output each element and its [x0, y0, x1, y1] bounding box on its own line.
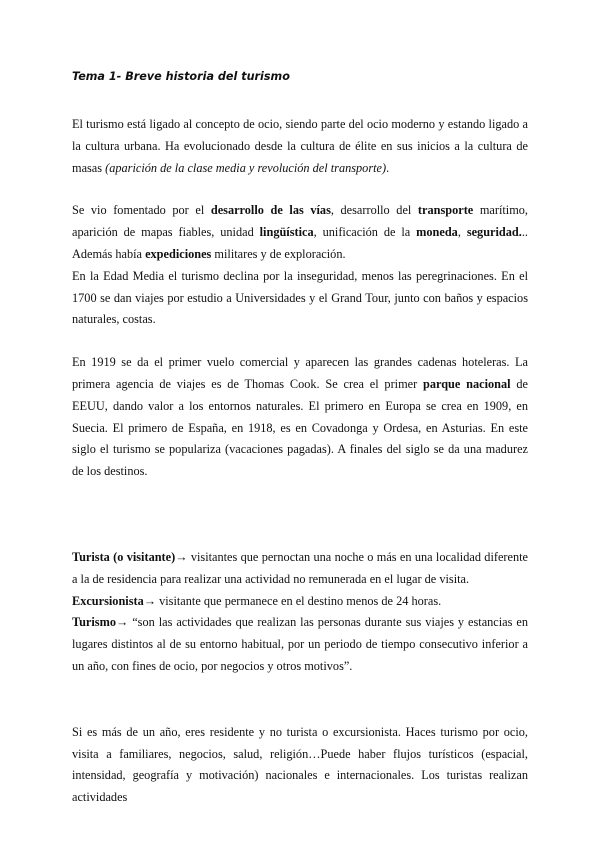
century-bold: parque nacional — [423, 376, 511, 391]
definition-text: visitantes que pernoctan una noche o más en una localidad diferente a la de residencia para realizar una actividad no remunerada en el lugar de visita. — [72, 549, 528, 586]
paragraph-factors — [72, 200, 528, 265]
factors-text: .. Además había — [72, 225, 528, 261]
factors-bold: lingüística — [259, 225, 314, 240]
intro-italic: (aparición de la clase media y revolución del transporte) — [105, 160, 387, 175]
century-text: En 1919 se da el primer vuelo comercial y aparecen las grandes cadenas hoteleras. La primera agencia de viajes es de Thomas Cook. Se crea el primer — [72, 355, 528, 391]
factors-text: , — [457, 225, 467, 240]
arrow-icon: → — [115, 615, 129, 630]
factors-text: militares y de exploración. — [211, 246, 346, 261]
page-title: Tema 1- Breve historia del turismo — [72, 70, 290, 83]
intro-end: . — [386, 160, 390, 175]
factors-bold: seguridad. — [466, 225, 522, 240]
document-page — [72, 70, 528, 809]
definition-text: visitante que permanece en el destino menos de 24 horas. — [156, 593, 442, 608]
arrow-icon: → — [143, 593, 157, 608]
factors-text: Se vio fomentado por el — [72, 203, 211, 218]
definition-excursionista — [72, 591, 528, 613]
factors-text: , desarrollo del — [330, 203, 418, 218]
paragraph-intro — [72, 114, 528, 179]
factors-bold: expediciones — [145, 246, 212, 261]
factors-bold: desarrollo de las vías — [210, 203, 331, 218]
factors-bold: transporte — [417, 203, 474, 218]
factors-bold: moneda — [416, 225, 458, 240]
intro-text: El turismo está ligado al concepto de ocio, siendo parte del ocio moderno y estando ligado a la cultura urbana. Ha evolucionado desde la cultura de élite en sus inicios a la cultura de masas — [72, 117, 528, 175]
paragraph-residence: Si es más de un año, eres residente y no turista o excursionista. Haces turismo por ocio, visita a familiares, negocios, salud, religión…Puede haber flujos turísticos (espacial, intensidad, geografía y motivación) nacionales e internacionales. Los turistas realizan actividades — [72, 724, 528, 805]
definition-turista — [72, 547, 528, 591]
century-text: de EEUU, dando valor a los entornos naturales. El primero en Europa se crea en 1909, en Suecia. El primero de España, en 1918, es en Covadonga y Ordesa, en Asturias. En este siglo el turismo se populariza (vacaciones pagadas). A finales del siglo se da una madurez de los destinos. — [72, 376, 528, 479]
definition-term: Turista (o visitante) — [72, 549, 176, 564]
definition-term: Turismo — [72, 615, 116, 630]
factors-text: marítimo, aparición de mapas fiables, unidad — [72, 203, 529, 240]
definition-text: “son las actividades que realizan las personas durante sus viajes y estancias en lugares distintos al de su entorno habitual, por un periodo de tiempo consecutivo inferior a un año, con fines de ocio, por negocios y otros motivos”. — [72, 615, 528, 673]
paragraph-middle-ages: En la Edad Media el turismo declina por la inseguridad, menos las peregrinaciones. En el 1700 se dan viajes por estudio a Universidades y el Grand Tour, junto con baños y espacios naturales, costas. — [72, 268, 528, 327]
factors-text: , unificación de la — [313, 225, 417, 240]
definition-turismo — [72, 612, 528, 677]
arrow-icon: → — [175, 549, 188, 564]
definition-term: Excursionista — [72, 593, 144, 608]
paragraph-twentieth-century — [72, 352, 528, 483]
